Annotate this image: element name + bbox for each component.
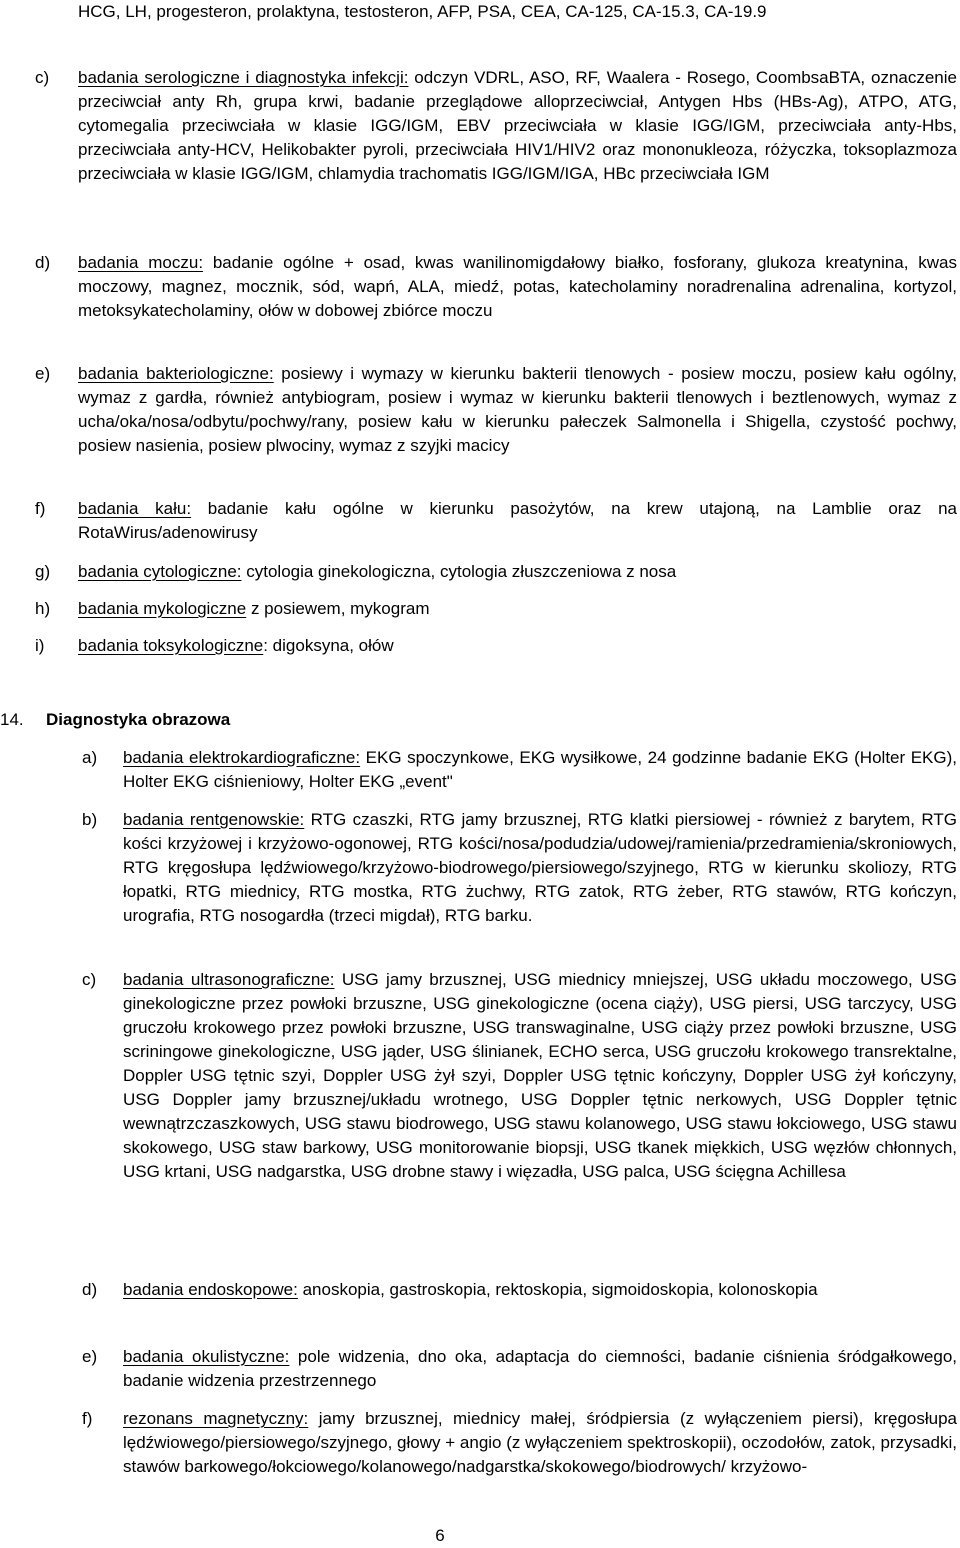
item-title: rezonans magnetyczny: [123,1409,309,1428]
item-text: posiewy i wymazy w kierunku bakterii tlenowych - posiew moczu, posiew kału ogólny, wymaz z gardła, również antybiogram, posiew i wymaz w kierunku bakterii tlenowych i beztlenowych, wymaz z ucha/oka/nosa/odbytu/pochwy/rany, posiew kału w kierunku pałeczek Salmonella i Shigella, czystość pochwy, posiew nasienia, posiew plwociny, wymaz z szyjki macicy [78,364,957,455]
list-item-content [78,634,957,658]
item-text: EKG spoczynkowe, EKG wysiłkowe, 24 godzinne badanie EKG (Holter EKG), Holter EKG ciśnieniowy, Holter EKG „event" [123,748,957,791]
list-item-content [123,746,957,794]
section-number: 14. [0,710,24,729]
item-title: badania moczu: [78,253,204,272]
item-title: badania cytologiczne: [78,562,242,581]
item-text: z posiewem, mykogram [246,599,430,618]
item-title: badania toksykologiczne [78,636,264,655]
item-text: badanie ogólne + osad, kwas wanilinomigdałowy białko, fosforany, glukoza kreatynina, kwas moczowy, magnez, mocznik, sód, wapń, ALA, miedź, potas, katecholaminy noradrenalina adrenalina, kortyzol, metoksykatecholaminy, ołów w dobowej zbiórce moczu [78,253,957,320]
list-marker: f) [82,1409,93,1428]
item-text: jamy brzusznej, miednicy małej, śródpiersia (z wyłączeniem piersi), kręgosłupa lędźwiowego/piersiowego/szyjnego, głowy + angio (z wyłączeniem spektroskopii), oczodołów, zatok, przysadki, stawów barkowego/łokciowego/kolanowego/nadgarstka/skokowego/biodrowych/ krzyżowo- [123,1409,957,1476]
list-item-content [78,251,957,323]
item-text: pole widzenia, dno oka, adaptacja do ciemności, badanie ciśnienia śródgałkowego, badanie widzenia przestrzennego [123,1347,957,1390]
item-title: badania okulistyczne: [123,1347,290,1366]
item-text: RTG czaszki, RTG jamy brzusznej, RTG klatki piersiowej - również z barytem, RTG kości krzyżowej i krzyżowo-ogonowej, RTG kości/nosa/podudzia/udowej/ramienia/przedramienia/skroniowych, RTG kręgosłupa lędźwiowego/krzyżowo-biodrowego/piersiowego/szyjnego, RTG w kierunku skoliozy, RTG łopatki, RTG miednicy, RTG mostka, RTG żuchwy, RTG zatok, RTG żeber, RTG stawów, RTG kończyn, urografia, RTG nosogardła (trzeci migdał), RTG barku. [123,810,957,925]
list-marker: h) [35,599,51,618]
list-item-content [78,597,957,621]
item-text: USG jamy brzusznej, USG miednicy mniejszej, USG układu moczowego, USG ginekologiczne przez powłoki brzuszne, USG ginekologiczne (ocena ciąży), USG piersi, USG tarczycy, USG gruczołu krokowego przez powłoki brzuszne, USG transwaginalne, USG ciąży przez powłoki brzuszne, USG scriningowe ginekologiczne, USG jąder, USG ślinianek, ECHO serca, USG gruczołu krokowego transrektalne, Doppler USG tętnic szyi, Doppler USG żył szyi, Doppler USG tętnic kończyny, Doppler USG żył kończyny, USG Doppler jamy brzusznej/układu wrotnego, USG Doppler tętnic nerkowych, USG Doppler tętnic wewnątrzczaszkowych, USG stawu biodrowego, USG stawu kolanowego, USG stawu łokciowego, USG stawu skokowego, USG staw barkowy, USG monitorowanie biopsji, USG tkanek miękkich, USG węzłów chłonnych, USG krtani, USG nadgarstka, USG drobne stawy i więzadła, USG palca, USG ścięgna Achillesa [123,970,957,1181]
item-text: odczyn VDRL, ASO, RF, Waalera - Rosego, CoombsaBTA, oznaczenie przeciwciał anty Rh, grupa krwi, badanie przeglądowe alloprzeciwciał, Antygen Hbs (HBs-Ag), ATPO, ATG, cytomegalia przeciwciała w klasie IGG/IGM, EBV przeciwciała w klasie IGG/IGM, przeciwciała anty-Hbs, przeciwciała anty-HCV, Helikobakter pyroli, przeciwciała HIV1/HIV2 oraz mononukleoza, różyczka, toksoplazmoza przeciwciała w klasie IGG/IGM, chlamydia trachomatis IGG/IGM/IGA, HBc przeciwciała IGM [78,68,957,183]
list-item-content [78,66,957,186]
item-title: badania rentgenowskie: [123,810,305,829]
list-marker: f) [35,499,46,518]
item-title: badania endoskopowe: [123,1280,298,1299]
item-title: badania kału: [78,499,192,518]
list-item-content [78,497,957,545]
item-text: cytologia ginekologiczna, cytologia złuszczeniowa z nosa [241,562,677,581]
item-title: badania bakteriologiczne: [78,364,274,383]
list-item-content [123,1407,957,1479]
item-title: badania elektrokardiograficzne: [123,748,361,767]
list-marker: e) [82,1347,98,1366]
list-item-content [123,1278,957,1302]
list-marker: c) [35,68,50,87]
list-marker: g) [35,562,51,581]
page-number: 6 [435,1526,445,1545]
item-text: badanie kału ogólne w kierunku pasożytów, na krew utajoną, na Lamblie oraz na RotaWirus/adenowirusy [78,499,957,542]
list-marker: a) [82,748,98,767]
list-marker: e) [35,364,51,383]
list-item-content [78,560,957,584]
list-item-content [123,1345,957,1393]
list-item-content [78,362,957,458]
item-title: badania serologiczne i diagnostyka infekcji: [78,68,409,87]
continuation-text: HCG, LH, progesteron, prolaktyna, testosteron, AFP, PSA, CEA, CA-125, CA-15.3, CA-19.9 [78,2,767,21]
list-item-content [123,968,957,1184]
item-text: : digoksyna, ołów [263,636,394,655]
list-marker: d) [35,253,51,272]
item-title: badania ultrasonograficzne: [123,970,335,989]
list-marker: c) [82,970,97,989]
list-marker: d) [82,1280,98,1299]
list-item-content [123,808,957,928]
item-title: badania mykologiczne [78,599,247,618]
section-title: Diagnostyka obrazowa [46,710,231,729]
list-marker: i) [35,636,45,655]
item-text: anoskopia, gastroskopia, rektoskopia, sigmoidoskopia, kolonoskopia [297,1280,818,1299]
list-marker: b) [82,810,98,829]
